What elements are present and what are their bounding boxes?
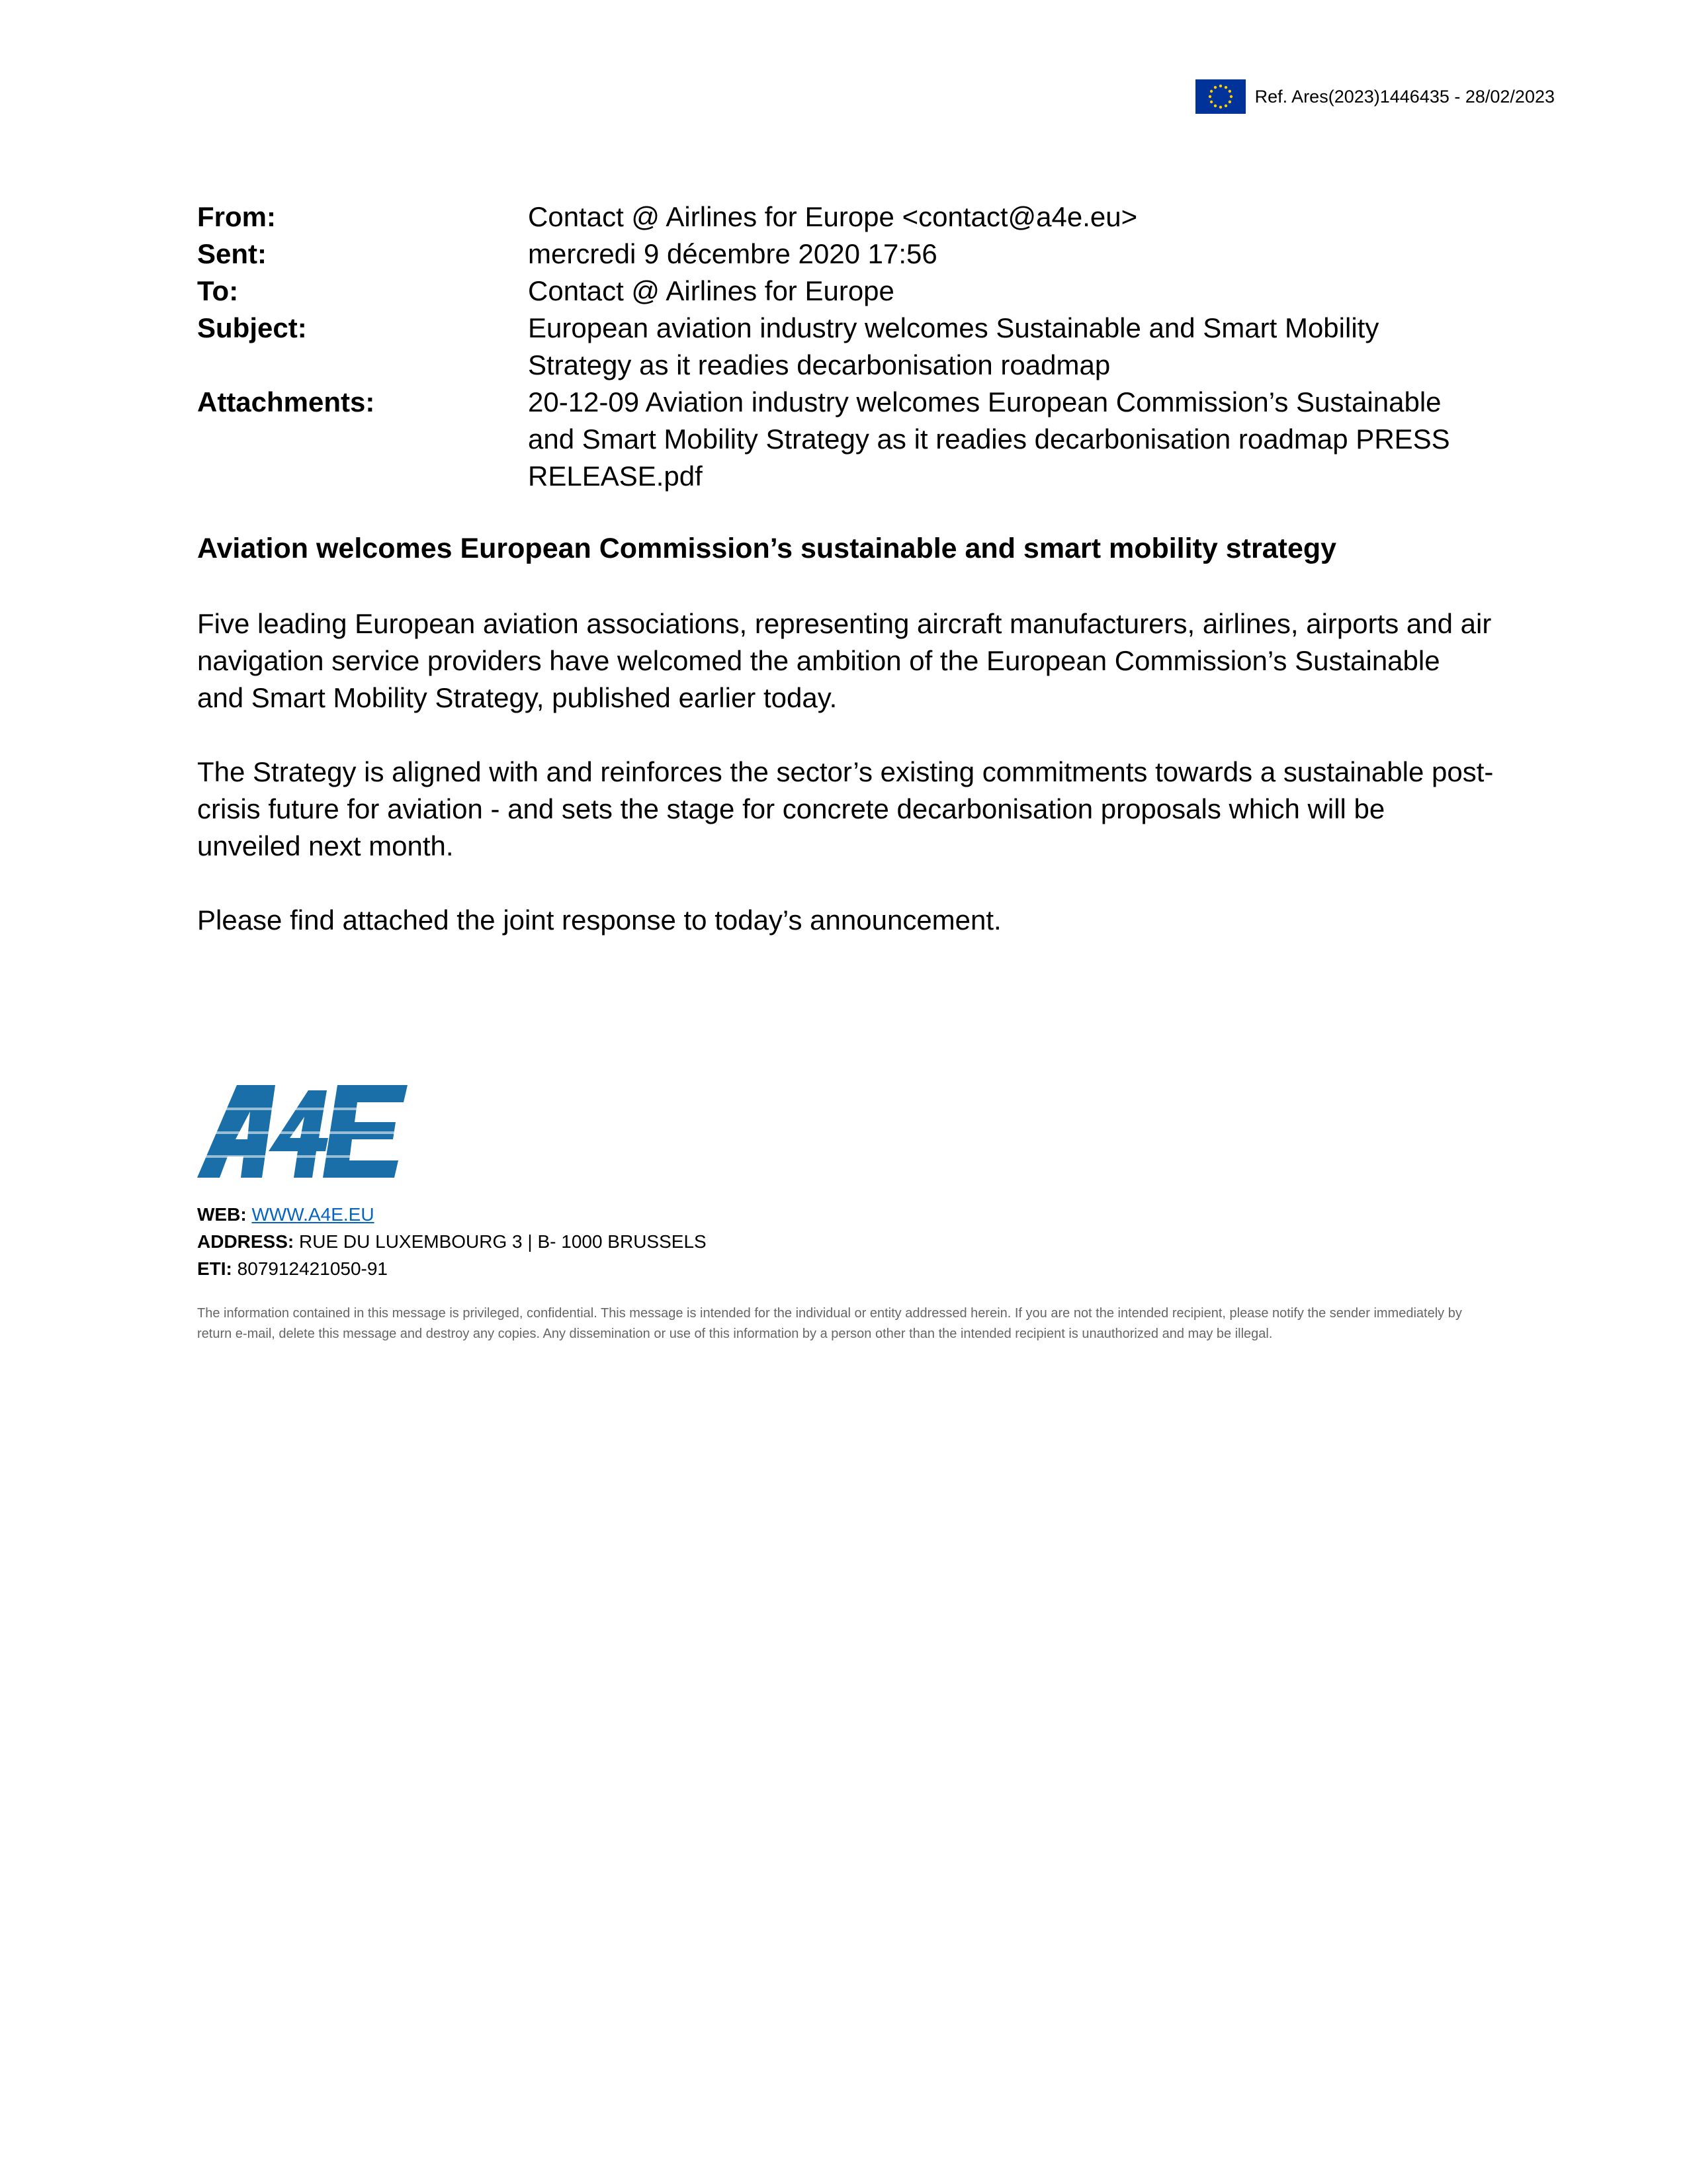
subject-label: Subject:: [197, 312, 307, 343]
from-label: From:: [197, 201, 276, 232]
sent-value: mercredi 9 décembre 2020 17:56: [528, 238, 937, 269]
address-line: [197, 1228, 707, 1255]
to-label: To:: [197, 275, 239, 306]
message-headline: Aviation welcomes European Commission’s sustainable and smart mobility strategy: [197, 533, 1337, 564]
a4e-logo: [197, 1085, 408, 1178]
web-label: WEB:: [197, 1204, 247, 1225]
from-value: Contact @ Airlines for Europe <contact@a4e.eu>: [528, 201, 1138, 232]
body-paragraph: Five leading European aviation associations, representing aircraft manufacturers, airlines, airports and air navigation service providers have welcomed the ambition of the European Commission’s Sustainable and Smart Mobility Strategy, published earlier today.: [197, 608, 1492, 713]
ref-stamp: [1195, 78, 1555, 115]
eti-value: 807912421050-91: [237, 1258, 388, 1279]
website-link[interactable]: WWW.A4E.EU: [251, 1204, 374, 1225]
eti-label: ETI:: [197, 1258, 232, 1279]
eti-line: [197, 1255, 707, 1282]
email-header: [197, 198, 1474, 495]
address-value: RUE DU LUXEMBOURG 3 | B- 1000 BRUSSELS: [299, 1231, 707, 1252]
attachments-label: Attachments:: [197, 386, 375, 417]
message-body: [197, 605, 1494, 976]
attachment-file[interactable]: 20-12-09 Aviation industry welcomes European Commission’s Sustainable and Smart Mobility Strategy as it readies decarbonisation roadmap PRESS RELEASE.pdf: [528, 386, 1450, 492]
from-row: [197, 198, 1474, 236]
ref-number: Ref. Ares(2023)1446435 - 28/02/2023: [1254, 86, 1555, 107]
to-value: Contact @ Airlines for Europe: [528, 275, 894, 306]
subject-value: European aviation industry welcomes Sustainable and Smart Mobility Strategy as it readies decarbonisation roadmap: [528, 312, 1379, 380]
to-row: [197, 273, 1474, 310]
sent-label: Sent:: [197, 238, 267, 269]
body-paragraph: The Strategy is aligned with and reinforces the sector’s existing commitments towards a sustainable post-crisis future for aviation - and sets the stage for concrete decarbonisation proposals which will be unveiled next month.: [197, 756, 1494, 861]
address-label: ADDRESS:: [197, 1231, 294, 1252]
signature-block: [197, 1201, 707, 1282]
body-paragraph: Please find attached the joint response to today’s announcement.: [197, 904, 1002, 936]
web-line: [197, 1201, 707, 1228]
eu-flag-icon: [1195, 79, 1246, 114]
sent-row: [197, 236, 1474, 273]
subject-row: [197, 310, 1474, 384]
attachments-row: [197, 384, 1474, 495]
legal-disclaimer: The information contained in this message is privileged, confidential. This message is intended for the individual or entity addressed herein. If you are not the intended recipient, please notify the sender immediately by return e-mail, delete this message and destroy any copies. Any dissemination or use of this information by a person other than the intended recipient is unauthorized and may be illegal.: [197, 1306, 1462, 1341]
